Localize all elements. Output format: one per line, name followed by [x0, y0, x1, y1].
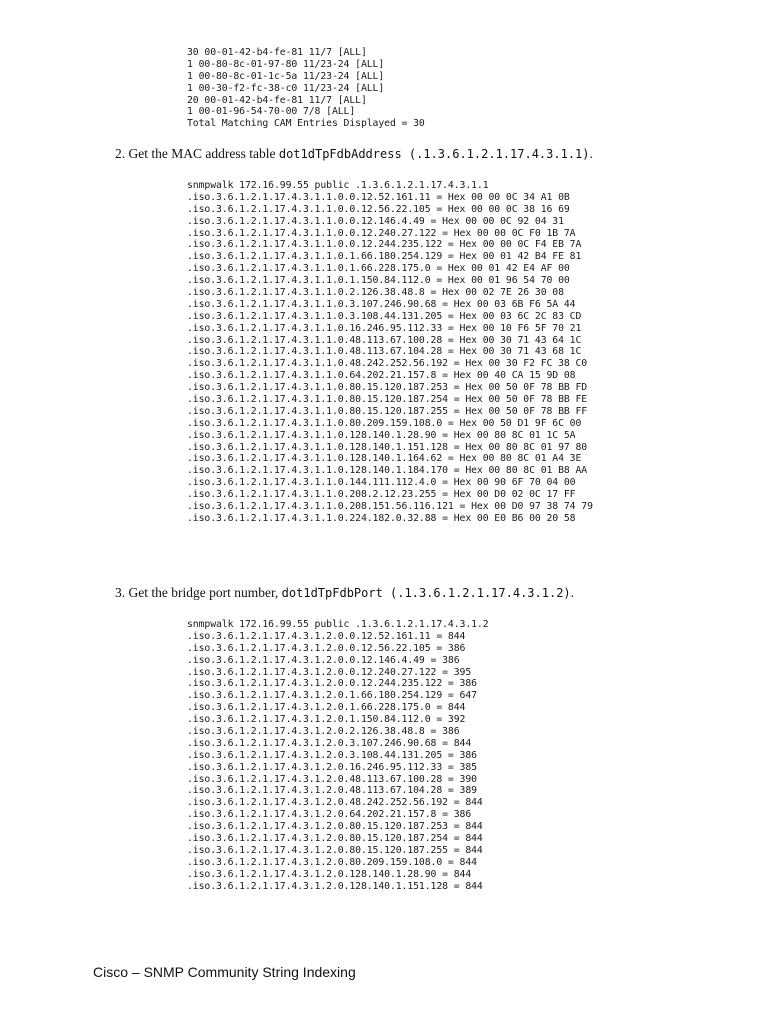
- mac-walk-line: .iso.3.6.1.2.1.17.4.3.1.1.0.48.113.67.100.28 = Hex 00 30 71 43 64 1C: [187, 334, 582, 346]
- port-walk-line: .iso.3.6.1.2.1.17.4.3.1.2.0.0.12.244.235.122 = 386: [187, 678, 477, 690]
- mac-walk-line: .iso.3.6.1.2.1.17.4.3.1.1.0.80.15.120.187.255 = Hex 00 50 0F 78 BB FF: [187, 405, 588, 417]
- port-walk-line: .iso.3.6.1.2.1.17.4.3.1.2.0.3.108.44.131.205 = 386: [187, 749, 477, 761]
- mac-walk-line: .iso.3.6.1.2.1.17.4.3.1.1.0.3.108.44.131.205 = Hex 00 03 6C 2C 83 CD: [187, 310, 582, 322]
- mac-walk-line: .iso.3.6.1.2.1.17.4.3.1.1.0.224.182.0.32.88 = Hex 00 E0 B6 00 20 58: [187, 512, 576, 524]
- mac-walk-line: .iso.3.6.1.2.1.17.4.3.1.1.0.128.140.1.28.90 = Hex 00 80 8C 01 1C 5A: [187, 429, 576, 441]
- mac-walk-line: .iso.3.6.1.2.1.17.4.3.1.1.0.0.12.244.235.122 = Hex 00 00 0C F4 EB 7A: [187, 239, 582, 251]
- port-walk-line: .iso.3.6.1.2.1.17.4.3.1.2.0.2.126.38.48.8 = 386: [187, 726, 460, 738]
- cam-entry-line: 1 00-80-8c-01-97-80 11/23-24 [ALL]: [187, 58, 385, 70]
- step-2-text: Get the MAC address table: [128, 146, 276, 161]
- cam-entry-line: 20 00-01-42-b4-fe-81 11/7 [ALL]: [187, 94, 367, 106]
- step-3-number: 3.: [115, 585, 126, 600]
- port-walk-line: .iso.3.6.1.2.1.17.4.3.1.2.0.80.15.120.187.255 = 844: [187, 844, 483, 856]
- port-walk-line: .iso.3.6.1.2.1.17.4.3.1.2.0.0.12.240.27.122 = 395: [187, 666, 472, 678]
- port-walk-line: .iso.3.6.1.2.1.17.4.3.1.2.0.48.242.252.56.192 = 844: [187, 797, 483, 809]
- mac-walk-line: .iso.3.6.1.2.1.17.4.3.1.1.0.128.140.1.184.170 = Hex 00 80 8C 01 B8 AA: [187, 465, 588, 477]
- mac-walk-line: .iso.3.6.1.2.1.17.4.3.1.1.0.2.126.38.48.8 = Hex 00 02 7E 26 30 08: [187, 287, 564, 299]
- cam-table-output: [187, 47, 425, 130]
- mac-walk-line: .iso.3.6.1.2.1.17.4.3.1.1.0.128.140.1.151.128 = Hex 00 80 8C 01 97 80: [187, 441, 588, 453]
- mac-walk-line: .iso.3.6.1.2.1.17.4.3.1.1.0.16.246.95.112.33 = Hex 00 10 F6 5F 70 21: [187, 322, 582, 334]
- cam-entry-line: 1 00-30-f2-fc-38-c0 11/23-24 [ALL]: [187, 82, 385, 94]
- step-2-code: dot1dTpFdbAddress (.1.3.6.1.2.1.17.4.3.1.1): [278, 147, 590, 161]
- cam-entry-line: 1 00-80-8c-01-1c-5a 11/23-24 [ALL]: [187, 70, 385, 82]
- port-walk-line: .iso.3.6.1.2.1.17.4.3.1.2.0.128.140.1.151.128 = 844: [187, 880, 483, 892]
- port-walk-line: .iso.3.6.1.2.1.17.4.3.1.2.0.0.12.146.4.49 = 386: [187, 654, 460, 666]
- step-3-end: .: [570, 585, 575, 600]
- mac-address-walk-output: [187, 180, 593, 525]
- cam-entry-line: Total Matching CAM Entries Displayed = 30: [187, 118, 425, 130]
- mac-walk-line: .iso.3.6.1.2.1.17.4.3.1.1.0.0.12.240.27.122 = Hex 00 00 0C F0 1B 7A: [187, 227, 576, 239]
- mac-walk-line: .iso.3.6.1.2.1.17.4.3.1.1.0.80.15.120.187.254 = Hex 00 50 0F 78 BB FE: [187, 394, 588, 406]
- mac-walk-line: .iso.3.6.1.2.1.17.4.3.1.1.0.1.150.84.112.0 = Hex 00 01 96 54 70 00: [187, 275, 570, 287]
- mac-walk-line: snmpwalk 172.16.99.55 public .1.3.6.1.2.1.17.4.3.1.1: [187, 180, 489, 191]
- port-walk-line: .iso.3.6.1.2.1.17.4.3.1.2.0.48.113.67.100.28 = 390: [187, 773, 477, 785]
- mac-walk-line: .iso.3.6.1.2.1.17.4.3.1.1.0.144.111.112.4.0 = Hex 00 90 6F 70 04 00: [187, 477, 576, 489]
- port-walk-line: snmpwalk 172.16.99.55 public .1.3.6.1.2.1.17.4.3.1.2: [187, 619, 489, 630]
- port-walk-line: .iso.3.6.1.2.1.17.4.3.1.2.0.1.66.228.175.0 = 844: [187, 702, 466, 714]
- step-2-end: .: [589, 146, 593, 161]
- mac-walk-line: .iso.3.6.1.2.1.17.4.3.1.1.0.80.15.120.187.253 = Hex 00 50 0F 78 BB FD: [187, 382, 588, 394]
- port-walk-line: .iso.3.6.1.2.1.17.4.3.1.2.0.0.12.56.22.105 = 386: [187, 642, 466, 654]
- mac-walk-line: .iso.3.6.1.2.1.17.4.3.1.1.0.80.209.159.108.0 = Hex 00 50 D1 9F 6C 00: [187, 417, 582, 429]
- port-walk-line: .iso.3.6.1.2.1.17.4.3.1.2.0.128.140.1.28.90 = 844: [187, 868, 472, 880]
- bridge-port-walk-output: [187, 619, 489, 892]
- port-walk-line: .iso.3.6.1.2.1.17.4.3.1.2.0.80.209.159.108.0 = 844: [187, 856, 477, 868]
- port-walk-line: .iso.3.6.1.2.1.17.4.3.1.2.0.1.66.180.254.129 = 647: [187, 690, 477, 702]
- cam-entry-line: 30 00-01-42-b4-fe-81 11/7 [ALL]: [187, 47, 367, 58]
- page-footer: Cisco – SNMP Community String Indexing: [93, 964, 356, 980]
- port-walk-line: .iso.3.6.1.2.1.17.4.3.1.2.0.48.113.67.104.28 = 389: [187, 785, 477, 797]
- cam-entry-line: 1 00-01-96-54-70-00 7/8 [ALL]: [187, 106, 356, 118]
- mac-walk-line: .iso.3.6.1.2.1.17.4.3.1.1.0.1.66.180.254.129 = Hex 00 01 42 B4 FE 81: [187, 251, 582, 263]
- mac-walk-line: .iso.3.6.1.2.1.17.4.3.1.1.0.128.140.1.164.62 = Hex 00 80 8C 01 A4 3E: [187, 453, 582, 465]
- step-3-code: dot1dTpFdbPort (.1.3.6.1.2.1.17.4.3.1.2): [281, 586, 571, 600]
- mac-walk-line: .iso.3.6.1.2.1.17.4.3.1.1.0.208.2.12.23.255 = Hex 00 D0 02 0C 17 FF: [187, 489, 576, 501]
- mac-walk-line: .iso.3.6.1.2.1.17.4.3.1.1.0.0.12.146.4.49 = Hex 00 00 0C 92 04 31: [187, 215, 564, 227]
- port-walk-line: .iso.3.6.1.2.1.17.4.3.1.2.0.80.15.120.187.254 = 844: [187, 833, 483, 845]
- port-walk-line: .iso.3.6.1.2.1.17.4.3.1.2.0.1.150.84.112.0 = 392: [187, 714, 466, 726]
- step-2-number: 2.: [115, 146, 126, 161]
- port-walk-line: .iso.3.6.1.2.1.17.4.3.1.2.0.0.12.52.161.11 = 844: [187, 630, 466, 642]
- step-3-heading: [115, 585, 574, 601]
- port-walk-line: .iso.3.6.1.2.1.17.4.3.1.2.0.16.246.95.112.33 = 385: [187, 761, 477, 773]
- mac-walk-line: .iso.3.6.1.2.1.17.4.3.1.1.0.0.12.56.22.105 = Hex 00 00 0C 38 16 69: [187, 203, 570, 215]
- mac-walk-line: .iso.3.6.1.2.1.17.4.3.1.1.0.0.12.52.161.11 = Hex 00 00 0C 34 A1 0B: [187, 191, 570, 203]
- step-3-text: Get the bridge port number,: [128, 585, 279, 600]
- mac-walk-line: .iso.3.6.1.2.1.17.4.3.1.1.0.1.66.228.175.0 = Hex 00 01 42 E4 AF 00: [187, 263, 570, 275]
- mac-walk-line: .iso.3.6.1.2.1.17.4.3.1.1.0.64.202.21.157.8 = Hex 00 40 CA 15 9D 08: [187, 370, 576, 382]
- port-walk-line: .iso.3.6.1.2.1.17.4.3.1.2.0.3.107.246.90.68 = 844: [187, 737, 472, 749]
- mac-walk-line: .iso.3.6.1.2.1.17.4.3.1.1.0.48.242.252.56.192 = Hex 00 30 F2 FC 38 C0: [187, 358, 588, 370]
- mac-walk-line: .iso.3.6.1.2.1.17.4.3.1.1.0.208.151.56.116.121 = Hex 00 D0 97 38 74 79: [187, 501, 593, 513]
- mac-walk-line: .iso.3.6.1.2.1.17.4.3.1.1.0.3.107.246.90.68 = Hex 00 03 6B F6 5A 44: [187, 298, 576, 310]
- step-2-heading: [115, 146, 593, 162]
- mac-walk-line: .iso.3.6.1.2.1.17.4.3.1.1.0.48.113.67.104.28 = Hex 00 30 71 43 68 1C: [187, 346, 582, 358]
- port-walk-line: .iso.3.6.1.2.1.17.4.3.1.2.0.80.15.120.187.253 = 844: [187, 821, 483, 833]
- port-walk-line: .iso.3.6.1.2.1.17.4.3.1.2.0.64.202.21.157.8 = 386: [187, 809, 472, 821]
